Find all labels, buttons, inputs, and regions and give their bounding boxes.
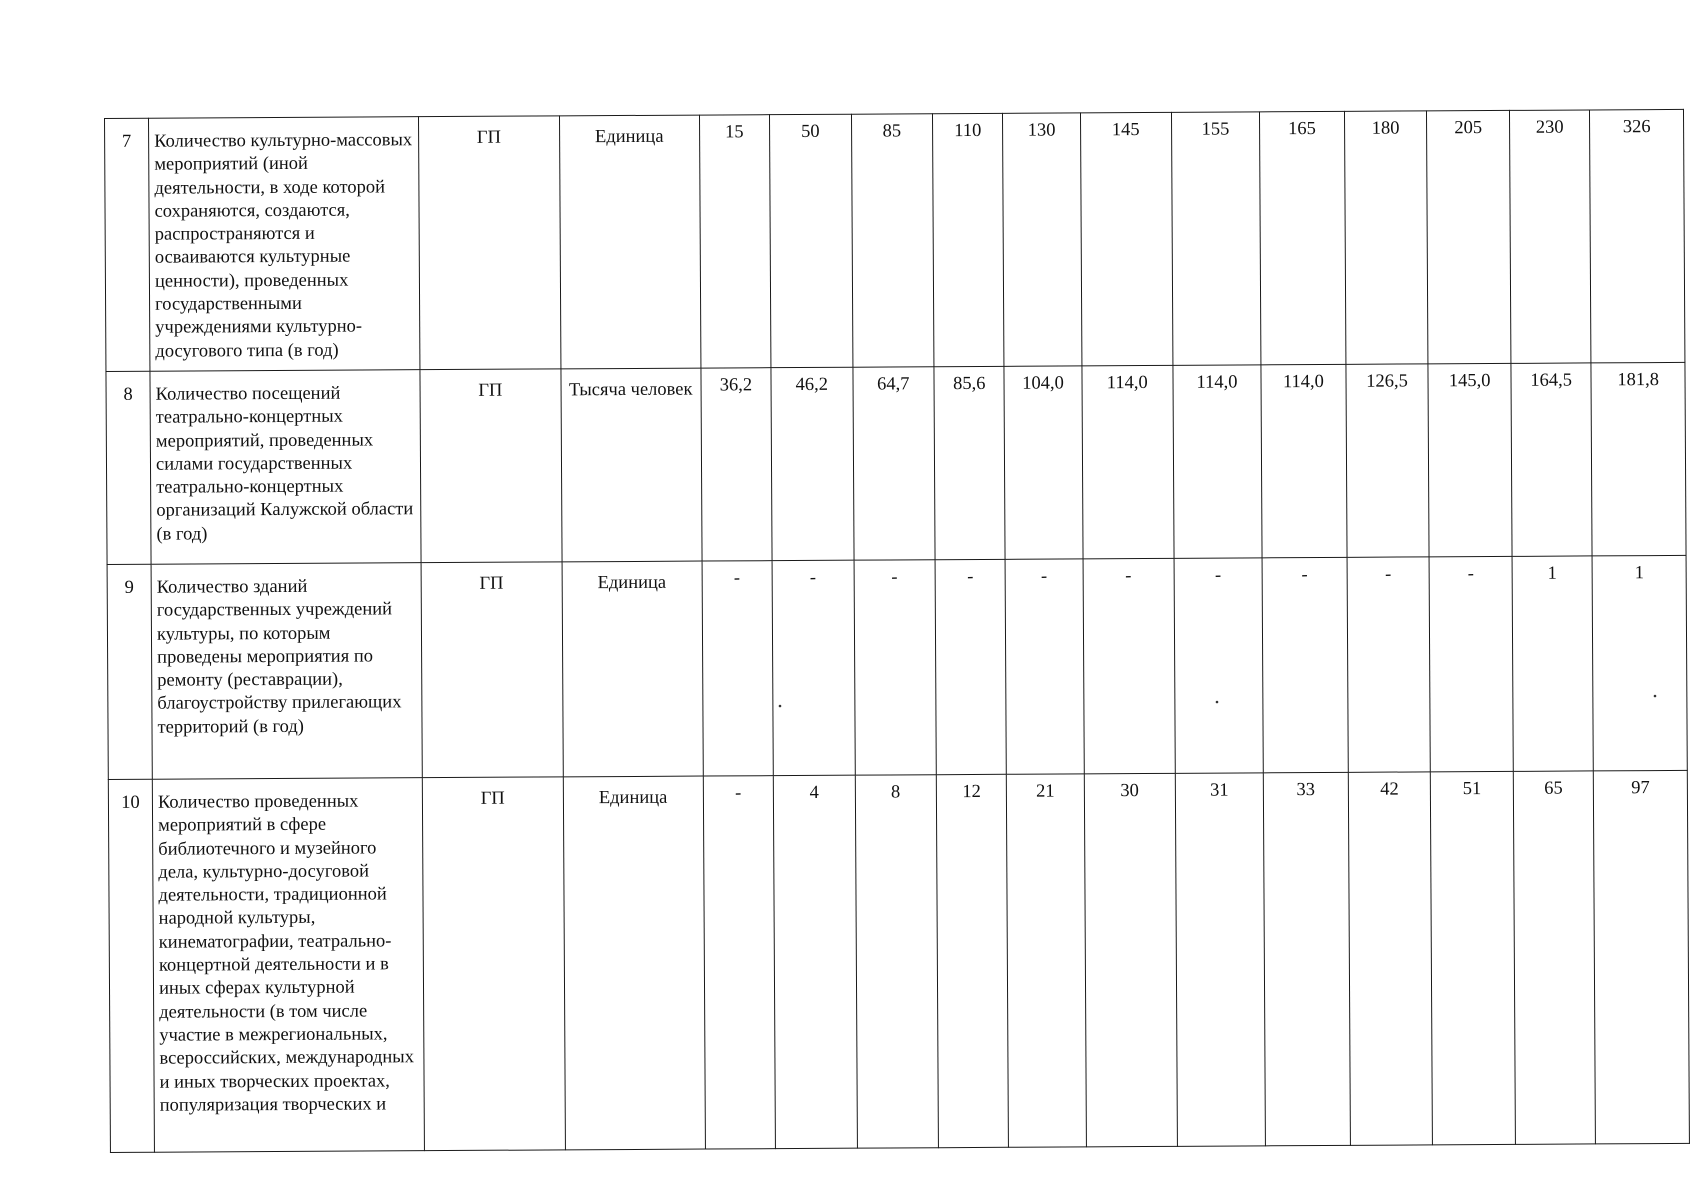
value-cell: - (703, 776, 776, 1149)
program-code: ГП (420, 369, 562, 563)
value-cell: 33 (1263, 772, 1350, 1145)
value-cell: 31 (1175, 773, 1265, 1147)
value-cell: - (1005, 559, 1083, 774)
value-cell: 230 (1509, 110, 1591, 363)
value-cell: 46,2 (771, 367, 854, 560)
value-cell: - (1083, 558, 1176, 774)
value-cell: - (1262, 557, 1348, 772)
value-cell: 64,7 (852, 367, 935, 560)
value-cell: 4 (773, 775, 857, 1148)
value-cell: 326 (1590, 109, 1685, 363)
value-cell: 85,6 (934, 366, 1006, 559)
value-cell: - (935, 559, 1007, 774)
value-cell: 51 (1431, 771, 1516, 1144)
table-row (108, 770, 1689, 1152)
table-row (105, 109, 1685, 371)
table-body (105, 109, 1690, 1152)
value-cell: 1 (1512, 556, 1594, 771)
unit-of-measure: Тысяча человек (561, 368, 702, 562)
row-number: 9 (107, 564, 152, 779)
value-cell: 180 (1344, 111, 1428, 364)
row-number: 10 (108, 779, 154, 1152)
value-cell: 104,0 (1004, 366, 1082, 559)
value-cell: 155 (1171, 112, 1261, 366)
value-cell: - (1174, 558, 1263, 774)
indicators-table (104, 109, 1690, 1153)
value-cell: 85 (851, 114, 934, 367)
value-cell: 21 (1007, 774, 1086, 1147)
value-cell: 164,5 (1511, 363, 1592, 556)
value-cell: 36,2 (701, 368, 773, 561)
value-cell: 114,0 (1173, 365, 1262, 559)
table-container (104, 109, 1690, 1153)
indicator-description: Количество культурно-массовых мероприятий (иной деятельности, в ходе которой сохраняются, создаются, распространяются и осваиваются культурные ценности), проведенных государственными учреждениями культурно-досугового типа (в год) (149, 117, 420, 372)
value-cell: - (772, 560, 855, 775)
value-cell: 1 (1592, 555, 1687, 771)
value-cell: - (702, 561, 774, 776)
value-cell: - (1347, 557, 1431, 772)
value-cell: 12 (936, 774, 1009, 1147)
value-cell: 145 (1080, 112, 1173, 366)
row-number: 8 (106, 371, 151, 564)
value-cell: 165 (1259, 111, 1345, 364)
program-code: ГП (418, 116, 560, 370)
value-cell: 50 (770, 114, 853, 367)
row-number: 7 (105, 118, 150, 371)
value-cell: 114,0 (1081, 365, 1174, 559)
table-row (106, 362, 1686, 564)
table-row (107, 555, 1687, 779)
value-cell: 130 (1003, 113, 1082, 366)
unit-of-measure: Единица (562, 561, 703, 777)
value-cell: 181,8 (1591, 362, 1686, 556)
unit-of-measure: Единица (559, 115, 700, 369)
value-cell: 8 (855, 775, 939, 1148)
indicator-description: Количество посещений театрально-концертных мероприятий, проведенных силами государственных театрально-концертных организаций Калужской области (в год) (150, 370, 421, 565)
value-cell: 15 (699, 115, 771, 368)
program-code: ГП (422, 777, 565, 1151)
value-cell: 114,0 (1261, 364, 1347, 557)
unit-of-measure: Единица (563, 776, 705, 1150)
value-cell: 65 (1513, 771, 1596, 1144)
value-cell: 126,5 (1346, 364, 1430, 557)
program-code: ГП (421, 562, 563, 778)
indicator-description: Количество проведенных мероприятий в сфере библиотечного и музейного дела, культурно-досуговой деятельности, традиционной народной культуры, кинематографии, театрально-концертной деятельности и в иных сферах культурной деятельности (в том числе участие в межрегиональных, всероссийских, международных и иных творческих проектах, популяризация творческих и (152, 778, 424, 1153)
value-cell: 205 (1427, 110, 1511, 363)
value-cell: 110 (932, 113, 1004, 366)
value-cell: 97 (1594, 770, 1690, 1144)
value-cell: 145,0 (1428, 363, 1512, 556)
indicator-description: Количество зданий государственных учреждений культуры, по которым проведены мероприятия по ремонту (реставрации), благоустройству прилегающих территорий (в год) (151, 563, 422, 780)
value-cell: - (854, 560, 937, 775)
value-cell: 42 (1348, 772, 1433, 1145)
value-cell: 30 (1084, 773, 1178, 1147)
value-cell: - (1429, 556, 1513, 771)
